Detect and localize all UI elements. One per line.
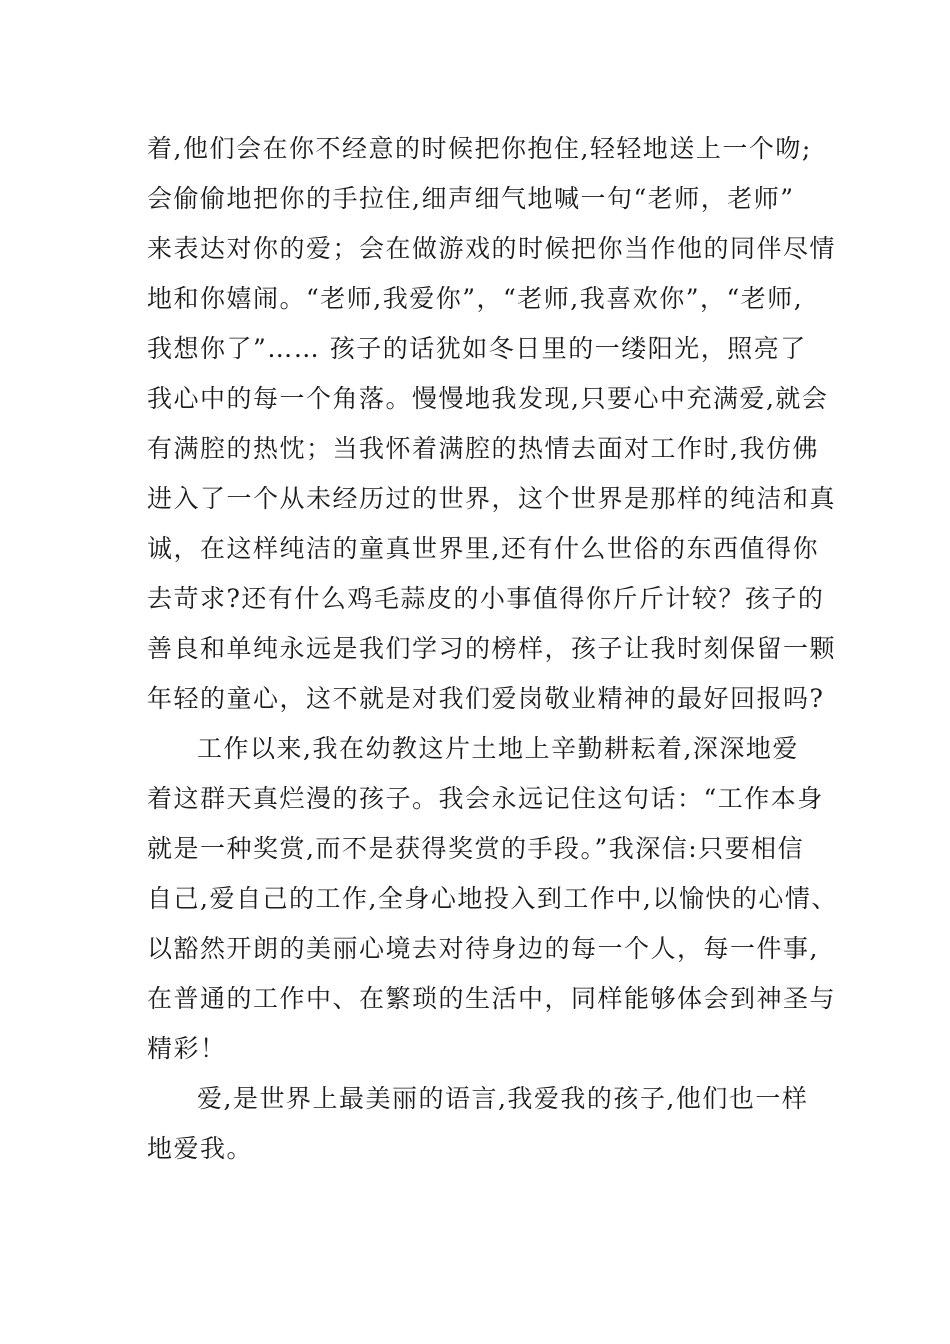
text-line: 着这群天真烂漫的孩子。我会永远记住这句话：“工作本身 (147, 784, 824, 813)
text-line: 以豁然开朗的美丽心境去对待身边的每一个人，每一件事, (147, 934, 819, 963)
paragraph-first-line: 工作以来,我在幼教这片土地上辛勤耕耘着,深深地爱 (197, 734, 799, 763)
text-line: 善良和单纯永远是我们学习的榜样，孩子让我时刻保留一颗 (147, 634, 837, 663)
text-line: 年轻的童心，这不就是对我们爱岗敬业精神的最好回报吗? (147, 684, 825, 713)
text-line: 进入了一个从未经历过的世界，这个世界是那样的纯洁和真 (147, 484, 837, 513)
text-line: 诚，在这样纯洁的童真世界里,还有什么世俗的东西值得你 (147, 534, 819, 563)
text-line: 我想你了”…… 孩子的话犹如冬日里的一缕阳光，照亮了 (147, 334, 807, 363)
text-line: 着,他们会在你不经意的时候把你抱住,轻轻地送上一个吻; (147, 134, 812, 163)
text-line: 有满腔的热忱；当我怀着满腔的热情去面对工作时,我仿佛 (147, 434, 819, 463)
text-line: 自己,爱自己的工作,全身心地投入到工作中,以愉快的心情、 (147, 884, 838, 913)
text-line: 去苛求?还有什么鸡毛蒜皮的小事值得你斤斤计较？孩子的 (147, 584, 825, 613)
text-line: 精彩！ (147, 1034, 227, 1063)
text-line: 地爱我。 (147, 1134, 254, 1163)
paragraph-first-line: 爱,是世界上最美丽的语言,我爱我的孩子,他们也一样 (197, 1084, 809, 1113)
text-line: 会偷偷地把你的手拉住,细声细气地喊一句“老师，老师” (147, 184, 795, 213)
text-line: 就是一种奖赏,而不是获得奖赏的手段。”我深信:只要相信 (147, 834, 805, 863)
text-line: 我心中的每一个角落。慢慢地我发现,只要心中充满爱,就会 (147, 384, 829, 413)
text-line: 在普通的工作中、在繁琐的生活中，同样能够体会到神圣与 (147, 984, 837, 1013)
text-line: 地和你嬉闹。“老师,我爱你”，“老师,我喜欢你”，“老师, (147, 284, 804, 313)
text-line: 来表达对你的爱；会在做游戏的时候把你当作他的同伴尽情 (147, 234, 837, 263)
